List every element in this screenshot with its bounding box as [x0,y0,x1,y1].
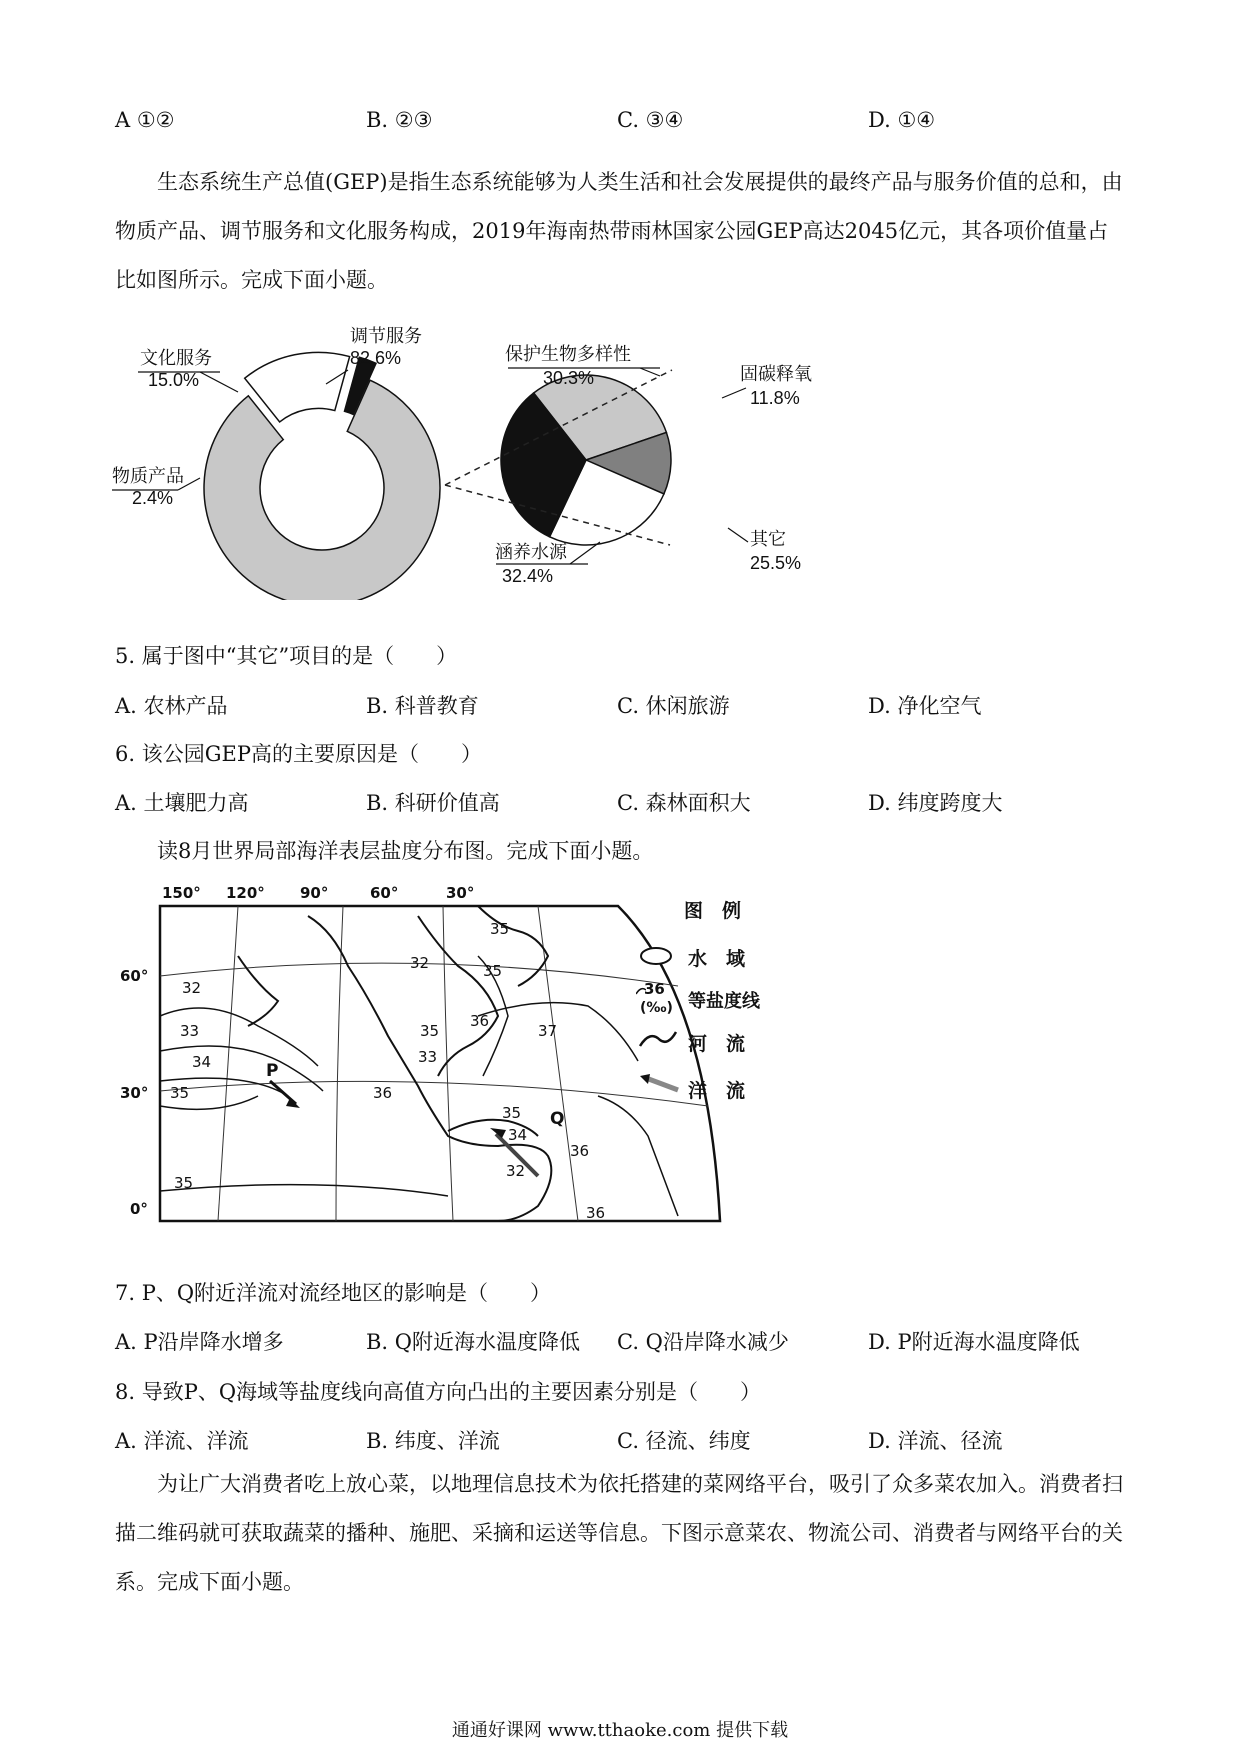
iso-label-14: 34 [508,1126,528,1144]
label-wenhua-name: 文化服务 [140,348,212,368]
q8-option-b: B. 纬度、洋流 [366,1429,500,1453]
isohaline-icon [636,984,646,998]
label-qita-name: 其它 [750,529,786,549]
q6-option-a: A. 土壤肥力高 [115,791,249,815]
salinity-map [118,876,798,1236]
iso-label-18: 35 [174,1174,194,1192]
label-shengwu-name: 保护生物多样性 [505,344,631,364]
lon-90: 90° [300,884,329,902]
lat-60: 60° [120,967,149,985]
point-p: P [266,1061,279,1081]
iso-label-12: 36 [373,1084,393,1102]
gep-intro-paragraph: 生态系统生产总值(GEP)是指生态系统能够为人类生活和社会发展提供的最终产品与服务价值的总和，由物质产品、调节服务和文化服务构成，2019年海南热带雨林国家公园GEP高达2045亿元，其各项价值量占比如图所示。完成下面小题。 [115,170,1123,292]
label-gutan-value: 11.8% [750,388,800,408]
iso-label-2: 32 [410,954,430,972]
legend-isohaline-unit: (‰) [640,1000,673,1016]
q7-stem: 7. P、Q附近洋流对流经地区的影响是（ ） [115,1281,552,1305]
q6-option-b: B. 科研价值高 [366,791,500,815]
q6-options [115,787,1125,821]
lon-30: 30° [446,884,475,902]
label-wuzhi-name: 物质产品 [112,466,184,486]
q8-option-c: C. 径流、纬度 [617,1429,751,1453]
lon-120: 120° [226,884,265,902]
q6-stem: 6. 该公园GEP高的主要原因是（ ） [115,742,482,766]
iso-label-8: 35 [420,1022,440,1040]
iso-label-3: 35 [483,962,503,980]
gep-chart [100,320,860,600]
iso-label-1: 35 [490,920,510,938]
iso-label-7: 35 [170,1084,190,1102]
label-tiaojie-name: 调节服务 [350,326,422,346]
legend-title: 图 例 [684,900,742,922]
gep-regulation-pie-chart [501,375,671,545]
iso-label-10: 36 [470,1012,490,1030]
q8-stem: 8. 导致P、Q海域等盐度线向高值方向凸出的主要因素分别是（ ） [115,1380,762,1404]
label-tiaojie-value: 82.6% [350,348,402,368]
label-wenhua-value: 15.0% [148,370,200,390]
point-q: Q [550,1109,565,1129]
q6-option-d: D. 纬度跨度大 [868,791,1003,815]
legend-isohaline: 等盐度线 [688,991,760,1012]
q4-option-c: C. ③④ [617,108,684,132]
q7-option-b: B. Q附近海水温度降低 [366,1330,580,1354]
q5-option-d: D. 净化空气 [868,694,982,718]
iso-label-15: 36 [570,1142,590,1160]
label-hanyang-value: 32.4% [502,566,554,586]
iso-label-16: 32 [506,1162,526,1180]
iso-label-17: 36 [586,1204,606,1222]
q8-options [115,1425,1125,1459]
q5-option-a: A. 农林产品 [115,694,228,718]
lon-150: 150° [162,884,201,902]
q7-options [115,1326,1125,1360]
lat-30: 30° [120,1084,149,1102]
q7-option-d: D. P附近海水温度降低 [868,1330,1080,1354]
legend-water: 水 域 [688,948,746,970]
legend-current: 洋 流 [688,1080,746,1102]
q7-option-c: C. Q沿岸降水减少 [617,1330,789,1354]
page-footer: 通通好课网 www.tthaoke.com 提供下载 [451,1720,789,1741]
q8-option-d: D. 洋流、径流 [868,1429,1003,1453]
iso-label-9: 33 [418,1048,438,1066]
iso-label-6: 34 [192,1053,212,1071]
q5-stem: 5. 属于图中“其它”项目的是（ ） [115,644,458,668]
label-gutan-name: 固碳释氧 [740,364,812,384]
lat-0: 0° [130,1200,148,1218]
legend-river: 河 流 [688,1033,746,1055]
iso-label-5: 33 [180,1022,200,1040]
label-qita-value: 25.5% [750,553,802,573]
map-frame [160,906,720,1221]
q4-option-d: D. ①④ [868,108,936,132]
river-icon [638,1026,678,1052]
iso-label-13: 35 [502,1104,522,1122]
q7-option-a: A. P沿岸降水增多 [115,1330,284,1354]
current-arrow-icon [638,1072,682,1096]
legend-isohaline-value: 36 [644,980,665,998]
map-intro: 读8月世界局部海洋表层盐度分布图。完成下面小题。 [157,839,654,863]
donut-slice-0 [204,380,440,600]
gep-donut-chart [204,352,440,600]
q4-option-a: A ①② [115,108,175,132]
water-icon [638,946,674,966]
label-wuzhi-value: 2.4% [132,488,174,508]
q5-option-b: B. 科普教育 [366,694,479,718]
q8-option-a: A. 洋流、洋流 [115,1429,249,1453]
label-hanyang-name: 涵养水源 [495,542,567,562]
iso-label-4: 32 [182,979,202,997]
q4-options [115,108,1125,142]
platform-intro-paragraph: 为让广大消费者吃上放心菜，以地理信息技术为依托搭建的菜网络平台，吸引了众多菜农加入。消费者扫描二维码就可获取蔬菜的播种、施肥、采摘和运送等信息。下图示意菜农、物流公司、消费者与网络平台的关系。完成下面小题。 [115,1472,1123,1594]
q4-option-b: B. ②③ [366,108,433,132]
label-shengwu-value: 30.3% [543,368,595,388]
q5-options [115,690,1125,724]
iso-label-11: 37 [538,1022,558,1040]
lon-60: 60° [370,884,399,902]
q5-option-c: C. 休闲旅游 [617,694,730,718]
q6-option-c: C. 森林面积大 [617,791,751,815]
